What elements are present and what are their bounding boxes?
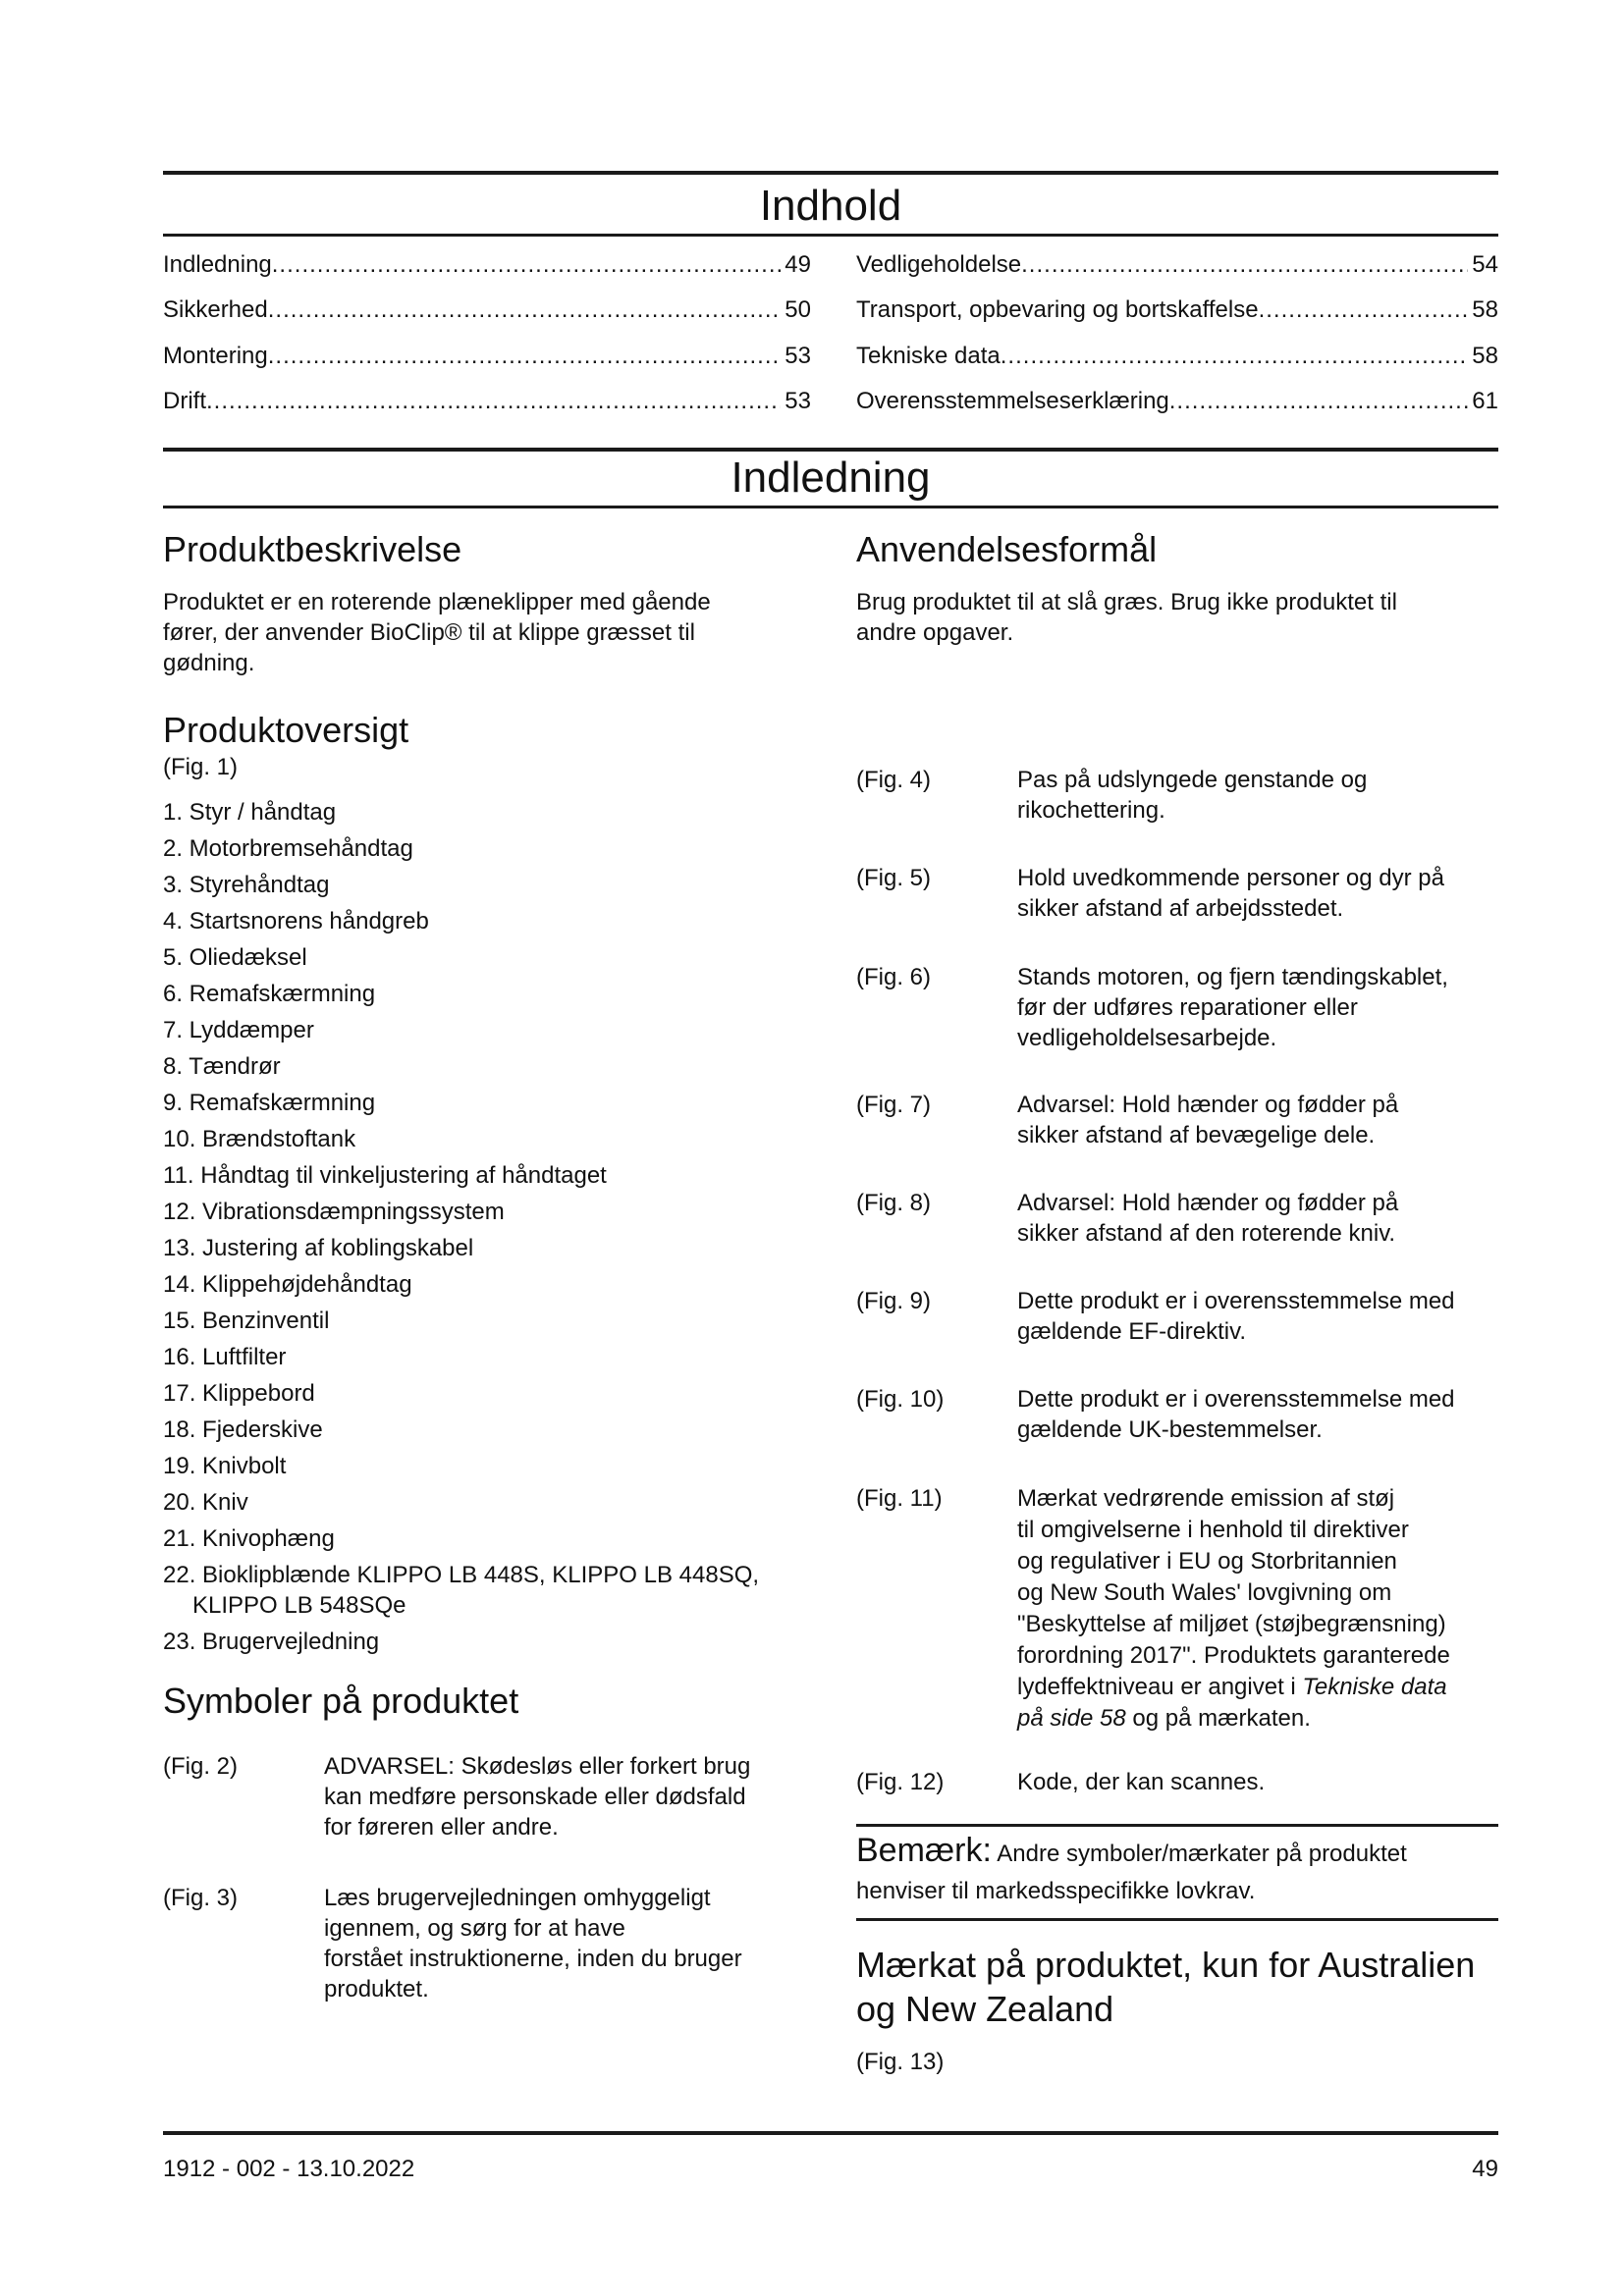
note-top-rule [856, 1824, 1498, 1827]
fig-text-line: "Beskyttelse af miljøet (støjbegrænsning) [1017, 1611, 1446, 1637]
note-label: Bemærk: [856, 1832, 992, 1869]
toc-entry-tekniske-data[interactable]: Tekniske data ..... 58 [856, 342, 1498, 371]
footer-rule [163, 2131, 1498, 2135]
fig-text-line: kan medføre personskade eller dødsfald [324, 1784, 746, 1810]
list-item: 7. Lyddæmper [163, 1017, 314, 1043]
fig-text-line: sikker afstand af den roterende kniv. [1017, 1220, 1396, 1247]
produktbeskrivelse-line: gødning. [163, 650, 255, 676]
produktoversigt-fig-ref: (Fig. 1) [163, 754, 239, 780]
fig-text-line: vedligeholdelsesarbejde. [1017, 1025, 1277, 1051]
fig-text-line: forstået instruktionerne, inden du bruger [324, 1946, 742, 1972]
list-item: 9. Remafskærmning [163, 1090, 376, 1116]
toc-title: Indhold [759, 182, 902, 230]
fig-text-line: sikker afstand af bevægelige dele. [1017, 1122, 1376, 1148]
symboler-heading: Symboler på produktet [163, 1681, 519, 1721]
list-item: 1. Styr / håndtag [163, 799, 337, 826]
maerkat-heading: og New Zealand [856, 1989, 1114, 2029]
fig-text-line: igennem, og sørg for at have [324, 1915, 625, 1942]
list-item: 17. Klippebord [163, 1380, 315, 1407]
list-item: 18. Fjederskive [163, 1416, 323, 1443]
fig-text-line: og New South Wales' lovgivning om [1017, 1579, 1392, 1606]
anvendelsesformaal-line: andre opgaver. [856, 619, 1014, 646]
fig-text-line: Pas på udslyngede genstande og [1017, 767, 1368, 793]
note-line [856, 1832, 1498, 1869]
fig-text-line: Stands motoren, og fjern tændingskablet, [1017, 964, 1448, 990]
fig-ref: (Fig. 9) [856, 1288, 932, 1314]
tekniske-data-link[interactable]: Tekniske data [1302, 1674, 1447, 1700]
produktbeskrivelse-heading: Produktbeskrivelse [163, 529, 462, 569]
list-item: 16. Luftfilter [163, 1344, 287, 1370]
fig-ref: (Fig. 4) [856, 767, 932, 793]
fig-text-line: Mærkat vedrørende emission af støj [1017, 1485, 1395, 1512]
produktbeskrivelse-line: fører, der anvender BioClip® til at klippe græsset til [163, 619, 695, 646]
fig-ref: (Fig. 10) [856, 1386, 945, 1413]
fig-text-line: Læs brugervejledningen omhyggeligt [324, 1885, 711, 1911]
list-item: 12. Vibrationsdæmpningssystem [163, 1199, 505, 1225]
produktoversigt-list [163, 797, 811, 1663]
list-item: 22. Bioklipblænde KLIPPO LB 448S, KLIPPO LB 448SQ, KLIPPO LB 548SQe [163, 1562, 760, 1619]
fig-text-line: Hold uvedkommende personer og dyr på [1017, 865, 1444, 891]
list-item: 13. Justering af koblingskabel [163, 1235, 474, 1261]
fig-text-line: Dette produkt er i overensstemmelse med [1017, 1288, 1455, 1314]
fig-ref: (Fig. 2) [163, 1753, 239, 1780]
list-item: 19. Knivbolt [163, 1453, 287, 1479]
fig-text-line: ADVARSEL: Skødesløs eller forkert brug [324, 1753, 751, 1780]
toc-entry-indledning[interactable]: Indledning ..... 49 [163, 250, 811, 280]
note-text: Andre symboler/mærkater på produktet [991, 1841, 1407, 1867]
fig-text-line: for føreren eller andre. [324, 1814, 559, 1841]
fig-ref: (Fig. 12) [856, 1769, 945, 1795]
fig-ref: (Fig. 11) [856, 1485, 943, 1512]
toc-entry-sikkerhed[interactable]: Sikkerhed ..... 50 [163, 295, 811, 325]
list-item: 23. Brugervejledning [163, 1629, 380, 1655]
fig-text-line: og regulativer i EU og Storbritannien [1017, 1548, 1397, 1575]
toc-entry-vedligeholdelse[interactable]: Vedligeholdelse ..... 54 [856, 250, 1498, 280]
fig-text-line: rikochettering. [1017, 797, 1165, 824]
list-item: 8. Tændrør [163, 1053, 281, 1080]
list-item: 6. Remafskærmning [163, 981, 376, 1007]
toc-top-rule [163, 171, 1498, 175]
fig-ref: (Fig. 8) [856, 1190, 932, 1216]
footer-doc-id: 1912 - 002 - 13.10.2022 [163, 2156, 415, 2182]
list-item: 3. Styrehåndtag [163, 872, 330, 898]
fig-text-line: sikker afstand af arbejdsstedet. [1017, 895, 1344, 922]
fig-ref: (Fig. 6) [856, 964, 932, 990]
anvendelsesformaal-heading: Anvendelsesformål [856, 529, 1158, 569]
page-number: 49 [1472, 2156, 1498, 2182]
fig-text-line: til omgivelserne i henhold til direktiver [1017, 1517, 1409, 1543]
fig-text-line: Kode, der kan scannes. [1017, 1769, 1266, 1795]
toc-entry-montering[interactable]: Montering ..... 53 [163, 342, 811, 371]
maerkat-fig-ref: (Fig. 13) [856, 2049, 945, 2075]
produktoversigt-heading: Produktoversigt [163, 710, 409, 750]
section-title-rule [163, 506, 1498, 508]
toc-entry-transport[interactable]: Transport, opbevaring og bortskaffelse ..... 58 [856, 295, 1498, 325]
fig-text-fragment: lydeffektniveau er angivet i [1017, 1674, 1303, 1700]
list-item: 21. Knivophæng [163, 1525, 335, 1552]
list-item: 5. Oliedæksel [163, 944, 307, 971]
section-title: Indledning [731, 454, 931, 502]
anvendelsesformaal-line: Brug produktet til at slå græs. Brug ikke produktet til [856, 589, 1397, 615]
fig-text-fragment: og på mærkaten. [1125, 1705, 1311, 1732]
fig-text-line: forordning 2017". Produktets garanterede [1017, 1642, 1450, 1669]
toc-entry-overensstemmelseserklaering[interactable]: Overensstemmelseserklæring ..... 61 [856, 387, 1498, 416]
list-item: 11. Håndtag til vinkeljustering af håndtaget [163, 1162, 607, 1189]
fig-text-line: Advarsel: Hold hænder og fødder på [1017, 1190, 1399, 1216]
list-item: 14. Klippehøjdehåndtag [163, 1271, 412, 1298]
produktbeskrivelse-line: Produktet er en roterende plæneklipper med gående [163, 589, 711, 615]
fig-text-line: gældende UK-bestemmelser. [1017, 1416, 1323, 1443]
page-ref-link[interactable]: på side 58 [1017, 1705, 1126, 1732]
list-item: 2. Motorbremsehåndtag [163, 835, 413, 862]
maerkat-heading: Mærkat på produktet, kun for Australien [856, 1945, 1476, 1985]
toc-title-rule [163, 234, 1498, 237]
fig-ref: (Fig. 5) [856, 865, 932, 891]
list-item: 20. Kniv [163, 1489, 248, 1516]
toc-entry-drift[interactable]: Drift ..... 53 [163, 387, 811, 416]
list-item: 15. Benzinventil [163, 1308, 330, 1334]
fig-text-line: produktet. [324, 1976, 429, 2002]
fig-text-line: gældende EF-direktiv. [1017, 1318, 1246, 1345]
fig-text-line [1017, 1703, 1311, 1734]
list-item: 10. Brændstoftank [163, 1126, 356, 1152]
note-bottom-rule [856, 1918, 1498, 1921]
fig-text-line [1017, 1672, 1447, 1702]
fig-ref: (Fig. 3) [163, 1885, 239, 1911]
section-top-rule [163, 448, 1498, 452]
fig-text-line: Dette produkt er i overensstemmelse med [1017, 1386, 1455, 1413]
fig-text-line: Advarsel: Hold hænder og fødder på [1017, 1092, 1399, 1118]
fig-text-line: før der udføres reparationer eller [1017, 994, 1358, 1021]
fig-ref: (Fig. 7) [856, 1092, 932, 1118]
note-line: henviser til markedsspecifikke lovkrav. [856, 1878, 1256, 1904]
list-item: 4. Startsnorens håndgreb [163, 908, 429, 934]
